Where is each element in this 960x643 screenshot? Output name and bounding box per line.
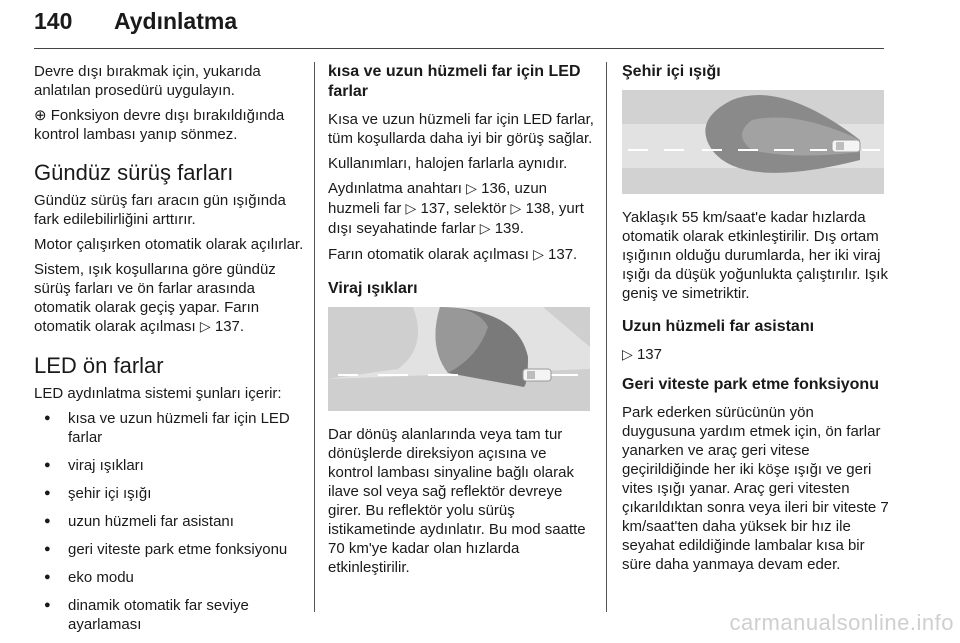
paragraph: Gündüz sürüş farı aracın gün ışığında fark edilebilirliğini arttırır. xyxy=(34,192,286,228)
paragraph: Devre dışı bırakmak için, yukarıda anlatılan prosedürü uygulayın. xyxy=(34,63,261,99)
list-item: ● viraj ışıkları xyxy=(34,456,306,475)
section-heading-town-light: Şehir içi ışığı xyxy=(622,63,721,80)
list-item: ● şehir içi ışığı xyxy=(34,484,306,503)
page-ref-link[interactable]: 136, uzun huzmeli far xyxy=(328,180,547,217)
chapter-title: Aydınlatma xyxy=(114,8,238,34)
page-ref-link[interactable]: 137. xyxy=(548,246,578,263)
page-ref-arrow-icon: ▷ xyxy=(199,319,211,335)
page-number: 140 xyxy=(34,8,73,34)
page-ref-link[interactable]: 139. xyxy=(494,220,524,237)
page-ref-arrow-icon: ▷ xyxy=(510,201,522,217)
paragraph: Park ederken sürücünün yön duygusuna yardım etmek için, ön farlar yanarken ve araç geri vitese geçirildiğinde her iki köşe ışığı ve geri vites ışığı yanar. Araç geri vitesten çıkarıldıktan sonra veya ileri bir viteste 7 km/saat'ten daha yüksek bir hız ile seyahat edildiğinde lambalar kısa bir süre daha yanmaya devam eder. xyxy=(622,404,889,573)
page-ref-arrow-icon: ▷ xyxy=(479,221,491,237)
paragraph: Kullanımları, halojen farlarla aynıdır. xyxy=(328,155,568,172)
page-ref-arrow-icon: ▷ xyxy=(622,347,633,363)
page-header xyxy=(34,0,884,52)
town-light-illustration xyxy=(622,90,884,194)
paragraph: Sistem, ışık koşullarına göre gündüz sürüş farları ve ön farlar arasında otomatik olarak geçiş yapar. Farın otomatik olarak açılması ▷ 137. xyxy=(34,261,276,335)
column-divider-2 xyxy=(606,62,607,612)
list-item: ● uzun hüzmeli far asistanı xyxy=(34,512,306,531)
paragraph: Yaklaşık 55 km/saat'e kadar hızlarda otomatik olarak etkinleştirilir. Dış ortam ışığının olduğu durumlarda, her iki viraj ışığı da düşük yoğunlukta çalıştırılır. Işık geniş ve simetriktir. xyxy=(622,209,888,302)
watermark: carmanualsonline.info xyxy=(729,610,954,635)
paragraph xyxy=(622,345,890,365)
column-3 xyxy=(622,62,890,580)
column-divider-1 xyxy=(314,62,315,612)
page-ref-arrow-icon: ▷ xyxy=(533,247,544,263)
paragraph: Motor çalışırken otomatik olarak açılırlar. xyxy=(34,236,304,253)
page-ref-link[interactable]: 138, yurt dışı seyahatinde farlar xyxy=(328,200,584,237)
paragraph: LED aydınlatma sistemi şunları içerir: xyxy=(34,385,282,402)
paragraph: Farın otomatik olarak açılması ▷ 137. xyxy=(328,246,578,263)
list-item: ● dinamik otomatik far seviye ayarlaması xyxy=(34,596,306,634)
page-ref-arrow-icon: ▷ xyxy=(466,181,477,197)
feature-list xyxy=(34,409,306,634)
section-heading-led-headlights: LED ön farlar xyxy=(34,353,164,378)
page-ref-link[interactable]: 137, selektör xyxy=(420,200,507,217)
paragraph: Dar dönüş alanlarında veya tam tur dönüşlerde direksiyon açısına ve kontrol lambası sinyaline bağlı olarak ilave sol veya sağ reflektör devreye girer. Bu reflektör yolu sürüş istikametinde aydınlatır. Bu mod saatte 70 km'ye kadar olan hızlarda etkinleştirilir. xyxy=(328,426,586,576)
column-1 xyxy=(34,62,306,643)
lamp-symbol-icon: ⊕ xyxy=(34,107,47,124)
paragraph: Aydınlatma anahtarı ▷ 136, uzun huzmeli far ▷ 137, selektör ▷ 138, yurt dışı seyahatinde farlar ▷ 139. xyxy=(328,180,584,237)
section-heading-high-beam-assist: Uzun hüzmeli far asistanı xyxy=(622,318,815,335)
page-ref-link[interactable]: 137. xyxy=(214,318,245,335)
list-item: ● geri viteste park etme fonksiyonu xyxy=(34,540,306,559)
list-item: ● eko modu xyxy=(34,568,306,587)
paragraph: ⊕ Fonksiyon devre dışı bırakıldığında kontrol lambası yanıp sönmez. xyxy=(34,107,285,143)
header-rule xyxy=(34,48,884,49)
cornering-light-illustration xyxy=(328,307,590,411)
section-heading-daytime-lights: Gündüz sürüş farları xyxy=(34,160,234,185)
paragraph: Kısa ve uzun hüzmeli far için LED farlar, tüm koşullarda daha iyi bir görüş sağlar. xyxy=(328,111,594,147)
page-ref-link[interactable]: 137 xyxy=(636,346,662,363)
section-heading-low-high-beam: kısa ve uzun hüzmeli far için LED farlar xyxy=(328,63,581,100)
section-heading-cornering-lights: Viraj ışıkları xyxy=(328,280,418,297)
section-heading-reverse-parking: Geri viteste park etme fonksiyonu xyxy=(622,376,879,393)
column-2 xyxy=(328,62,594,583)
list-item: ● kısa ve uzun hüzmeli far için LED farlar xyxy=(34,409,306,447)
page-ref-arrow-icon: ▷ xyxy=(405,201,417,217)
